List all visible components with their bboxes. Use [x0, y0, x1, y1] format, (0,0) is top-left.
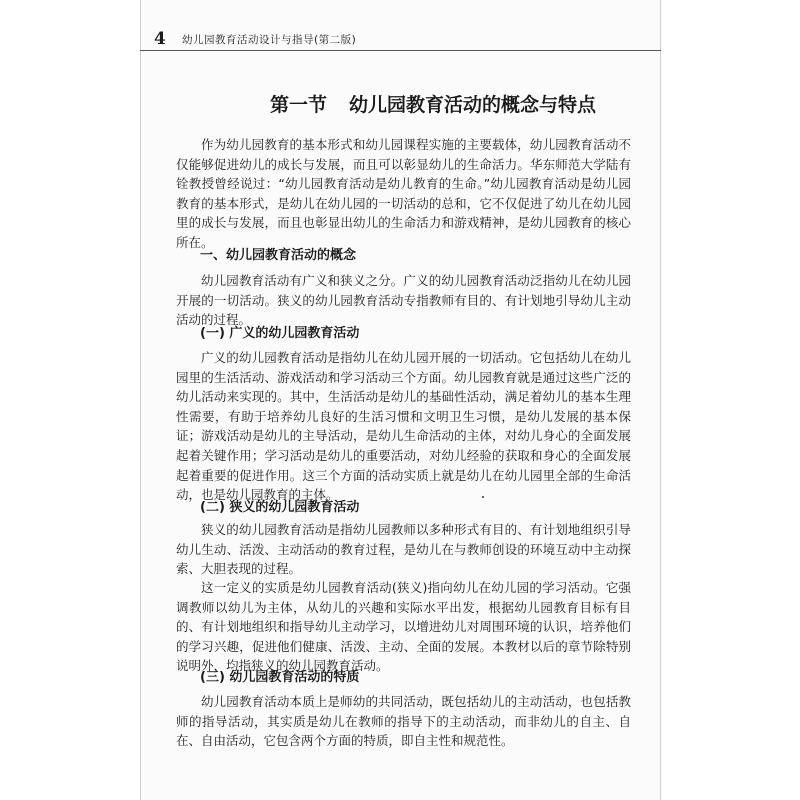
sub3-paragraph: 幼儿园教育活动本质上是师幼的共同活动，既包括幼儿的主动活动，也包括教师的指导活动，其实质是幼儿在教师的指导下的主动活动，而非幼儿的自主、自在、自由活动，它包含两个方面的特质，即自主性和规范性。: [176, 694, 631, 749]
page-header: [140, 25, 661, 51]
print-speck: [482, 496, 484, 498]
part1-paragraph: 幼儿园教育活动有广义和狭义之分。广义的幼儿园教育活动泛指幼儿在幼儿园开展的一切活动。狭义的幼儿园教育活动专指教师有目的、有计划地引导幼儿主动活动的过程。: [176, 273, 631, 328]
sub2-paragraph-1: 狭义的幼儿园教育活动是指幼儿园教师以多种形式有目的、有计划地组织引导幼儿生动、活泼、主动活动的教育过程，是幼儿在与教师创设的环境互动中主动探索、大胆表现的过程。: [176, 522, 631, 577]
header-rule: [140, 50, 661, 51]
sub3-heading: (三) 幼儿园教育活动的特质: [200, 670, 360, 685]
sub2-heading: (二) 狭义的幼儿园教育活动: [200, 500, 360, 515]
running-title: 幼儿园教育活动设计与指导(第二版): [182, 34, 357, 46]
sub1-paragraph: 广义的幼儿园教育活动是指幼儿在幼儿园开展的一切活动。它包括幼儿在幼儿园里的生活活动、游戏活动和学习活动三个方面。幼儿园教育就是通过这些广泛的幼儿活动来实现的。其中，生活活动是幼儿的基础性活动，满足着幼儿的基本生理性需要，有助于培养幼儿良好的生活习惯和文明卫生习惯，是幼儿发展的基本保证；游戏活动是幼儿的主导活动，是幼儿生命活动的主体，对幼儿身心的全面发展起着关键作用；学习活动是幼儿的重要活动，对幼儿经验的获取和身心的全面发展起着重要的促进作用。这三个方面的活动实质上就是幼儿在幼儿园里全部的生命活动，也是幼儿园教育的主体。: [176, 350, 631, 503]
section-heading: 幼儿园教育活动的概念与特点: [349, 94, 597, 116]
sub1-heading: (一) 广义的幼儿园教育活动: [200, 326, 360, 341]
intro-paragraph: 作为幼儿园教育的基本形式和幼儿园课程实施的主要载体，幼儿园教育活动不仅能够促进幼儿的成长与发展，而且可以彰显幼儿的生命活力。华东师范大学陆有铨教授曾经说过：“幼儿园教育活动是幼儿教育的生命。”幼儿园教育活动是幼儿园教育的基本形式，是幼儿在幼儿园的一切活动的总和，它不仅促进了幼儿在幼儿园里的成长与发展，而且也彰显出幼儿的生命活力和游戏精神，是幼儿园教育的核心所在。: [176, 137, 631, 250]
part1-heading: 一、幼儿园教育活动的概念: [200, 248, 357, 263]
sub2-paragraph-2: 这一定义的实质是幼儿园教育活动(狭义)指向幼儿在幼儿园的学习活动。它强调教师以幼儿为主体，从幼儿的兴趣和实际水平出发，根据幼儿园教育目标有目的、有计划地组织和指导幼儿主动学习，以增进幼儿对周围环境的认识，培养他们的学习兴趣，促进他们健康、活泼、主动、全面的发展。本教材以后的章节除特别说明外，均指狭义的幼儿园教育活动。: [176, 580, 631, 674]
section-title: [270, 90, 596, 117]
page-number: 4: [154, 29, 166, 49]
section-label: 第一节: [270, 94, 328, 116]
